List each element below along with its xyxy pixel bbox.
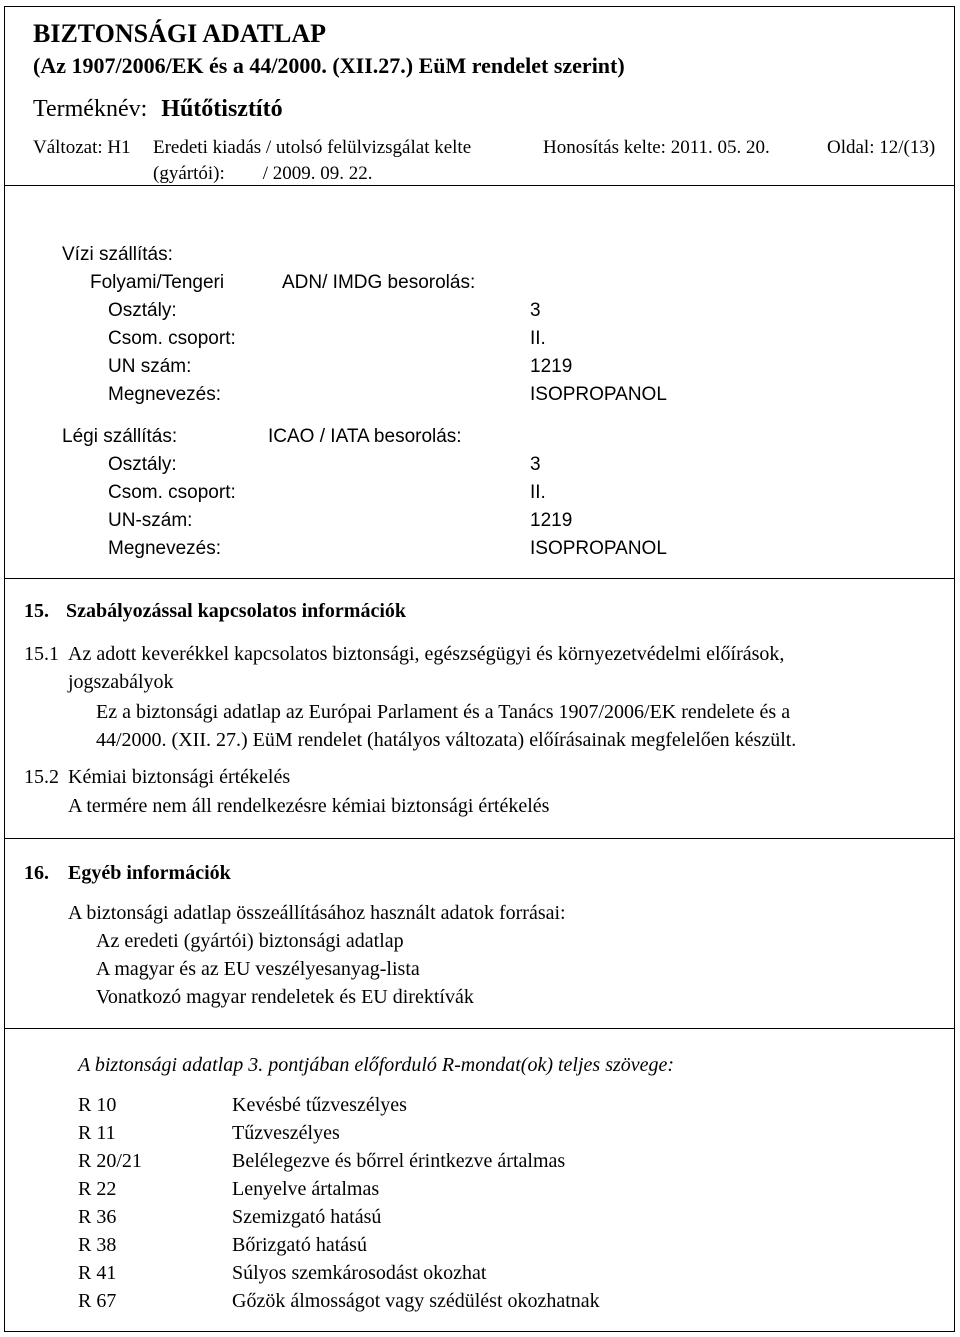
r-phrase-code: R 11 [78,1122,116,1144]
r-phrase-text: Szemizgató hatású [232,1206,382,1228]
r-phrase-code: R 20/21 [78,1150,142,1172]
issue-label-line2 [153,161,471,187]
divider-15-16 [4,838,955,839]
section-15-1-title: Az adott keverékkel kapcsolatos biztonsági, egészségügyi és környezetvédelmi előírások, [68,643,785,665]
water-transport-heading: Vízi szállítás: [62,244,173,265]
r-phrase-text: Súlyos szemkárosodást okozhat [232,1262,487,1284]
water-packing-value: II. [530,328,546,349]
section-15-title: Szabályozással kapcsolatos információk [66,600,407,622]
page-number: Oldal: 12/(13) [827,137,936,158]
air-transport-heading: Légi szállítás: [62,426,178,447]
air-un-label: UN-szám: [108,510,193,531]
source-item: Az eredeti (gyártói) biztonsági adatlap [96,930,404,952]
source-item: A magyar és az EU veszélyesanyag-lista [96,958,420,980]
water-un-label: UN szám: [108,356,192,377]
air-name-value: ISOPROPANOL [530,538,667,559]
document-title: BIZTONSÁGI ADATLAP [33,19,327,48]
r-phrase-text: Kevésbé tűzveszélyes [232,1094,407,1116]
water-un-value: 1219 [530,356,573,377]
product-line [33,95,283,123]
section-15-1-body-cont: 44/2000. (XII. 27.) EüM rendelet (hatályos változata) előírásainak megfelelően készült. [96,729,797,751]
water-class-label: Osztály: [108,300,177,321]
product-label: Terméknév: [33,96,148,122]
r-phrase-code: R 10 [78,1094,117,1116]
section-16-number: 16. [24,862,49,884]
air-class-value: 3 [530,454,541,475]
divider-14-15 [4,578,955,579]
r-phrase-text: Belélegezve és bőrrel érintkezve ártalmas [232,1150,566,1172]
section-15-2-number: 15.2 [24,766,59,788]
r-phrase-code: R 38 [78,1234,117,1256]
air-classification: ICAO / IATA besorolás: [268,426,462,447]
section-15-1-body: Ez a biztonsági adatlap az Európai Parlament és a Tanács 1907/2006/EK rendelete és a [96,701,791,723]
r-phrase-text: Tűzveszélyes [232,1122,340,1144]
r-phrases-heading: A biztonsági adatlap 3. pontjában előforduló R-mondat(ok) teljes szövege: [78,1054,675,1076]
air-packing-label: Csom. csoport: [108,482,236,503]
section-15-1-number: 15.1 [24,643,59,665]
air-packing-value: II. [530,482,546,503]
air-name-label: Megnevezés: [108,538,222,559]
header-box [4,6,955,186]
issue-label-line1: Eredeti kiadás / utolsó felülvizsgálat kelte [153,137,472,158]
issue-date-label [153,135,471,187]
r-phrase-text: Gőzök álmosságot vagy szédülést okozhatnak [232,1290,600,1312]
version: Változat: H1 [33,137,131,158]
document-subtitle: (Az 1907/2006/EK és a 44/2000. (XII.27.) EüM rendelet szerint) [33,53,625,78]
water-class-value: 3 [530,300,541,321]
r-phrase-code: R 67 [78,1290,117,1312]
r-phrase-code: R 22 [78,1178,117,1200]
issue-label-gyartoi: (gyártói): [153,163,225,184]
water-name-label: Megnevezés: [108,384,222,405]
section-15-number: 15. [24,600,49,622]
section-15-2-body: A termére nem áll rendelkezésre kémiai biztonsági értékelés [68,795,550,817]
water-classification: ADN/ IMDG besorolás: [282,272,476,293]
air-un-value: 1219 [530,510,573,531]
section-15-1-title-cont: jogszabályok [68,671,174,693]
section-16-title: Egyéb információk [68,862,231,884]
water-packing-label: Csom. csoport: [108,328,236,349]
water-name-value: ISOPROPANOL [530,384,667,405]
source-item: Vonatkozó magyar rendeletek és EU direktívák [96,986,474,1008]
section-15-2-title: Kémiai biztonsági értékelés [68,766,291,788]
water-transport-mode: Folyami/Tengeri [90,272,225,293]
localization-date: Honosítás kelte: 2011. 05. 20. [543,137,770,158]
r-phrase-code: R 41 [78,1262,117,1284]
r-phrase-text: Bőrizgató hatású [232,1234,367,1256]
air-class-label: Osztály: [108,454,177,475]
sources-heading: A biztonsági adatlap összeállításához használt adatok forrásai: [68,902,566,924]
issue-date: / 2009. 09. 22. [262,163,373,184]
r-phrase-code: R 36 [78,1206,117,1228]
product-name: Hűtőtisztító [161,96,283,122]
r-phrase-text: Lenyelve ártalmas [232,1178,380,1200]
divider-16-r [4,1028,955,1029]
